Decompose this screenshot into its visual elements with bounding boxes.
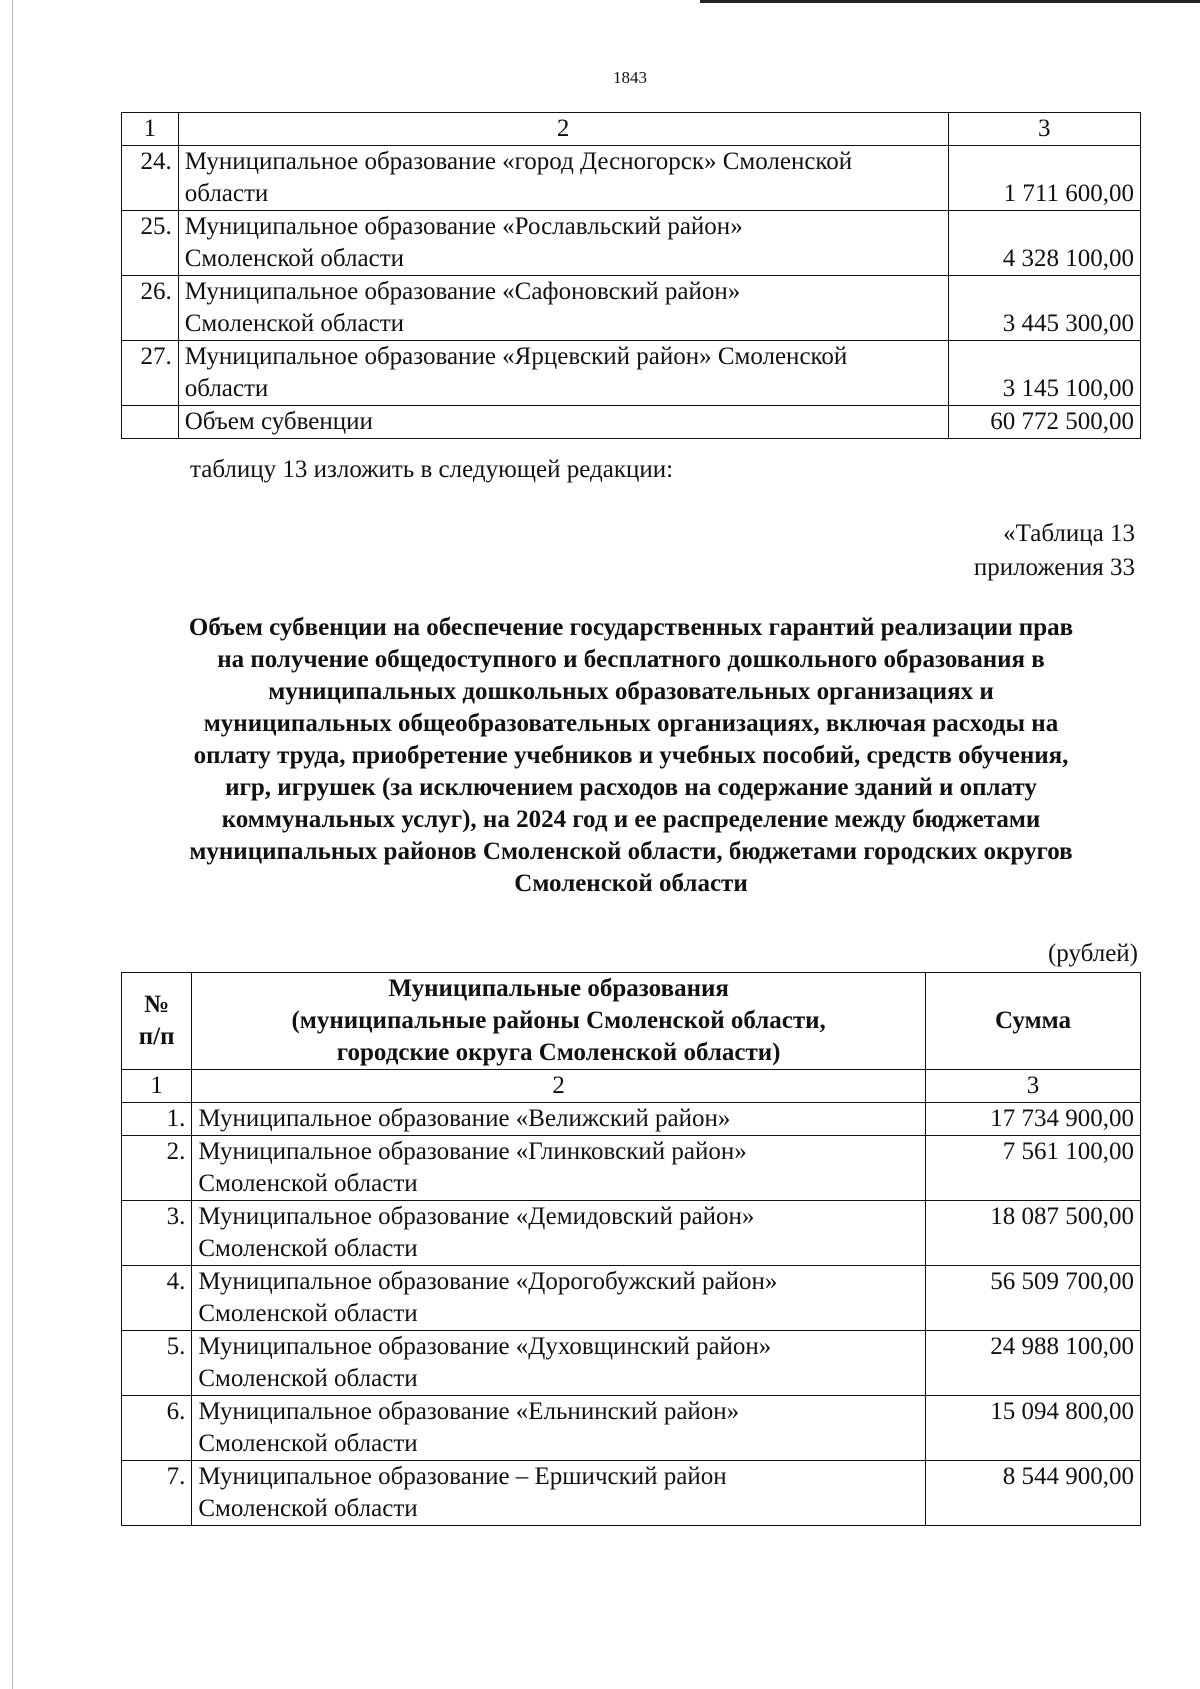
row-number: 5. — [122, 1331, 192, 1396]
row-number: 25. — [122, 211, 179, 276]
table-row — [122, 211, 1141, 276]
amount: 7 561 100,00 — [925, 1136, 1140, 1201]
column-number: 3 — [925, 1070, 1140, 1103]
row-number: 24. — [122, 146, 179, 211]
table-header-row — [122, 973, 1141, 1070]
empty-cell — [122, 406, 179, 439]
table-row — [122, 1103, 1141, 1136]
table-13 — [121, 972, 1141, 1526]
total-amount: 60 772 500,00 — [948, 406, 1140, 439]
scan-edge-line — [700, 0, 1200, 3]
table-row — [122, 1461, 1141, 1526]
municipality-name: Муниципальное образование «Глинковский район» Смоленской области — [192, 1136, 926, 1201]
table-row — [122, 276, 1141, 341]
amount: 24 988 100,00 — [925, 1331, 1140, 1396]
amount: 3 445 300,00 — [948, 276, 1140, 341]
row-number: 6. — [122, 1396, 192, 1461]
amount: 8 544 900,00 — [925, 1461, 1140, 1526]
total-row — [122, 406, 1141, 439]
column-number: 2 — [178, 113, 948, 146]
table-continued — [121, 112, 1141, 439]
page-number: 1843 — [613, 68, 647, 87]
table-caption: «Таблица 13 — [1003, 520, 1135, 547]
amount: 1 711 600,00 — [948, 146, 1140, 211]
table-row — [122, 1136, 1141, 1201]
row-number: 1. — [122, 1103, 192, 1136]
row-number: 27. — [122, 341, 179, 406]
amount: 18 087 500,00 — [925, 1201, 1140, 1266]
row-number: 2. — [122, 1136, 192, 1201]
table-row — [122, 146, 1141, 211]
table-row — [122, 1266, 1141, 1331]
amount: 3 145 100,00 — [948, 341, 1140, 406]
municipality-name: Муниципальное образование «Ельнинский район» Смоленской области — [192, 1396, 926, 1461]
table-row — [122, 1331, 1141, 1396]
municipality-name: Муниципальное образование «город Десногорск» Смоленской области — [178, 146, 948, 211]
column-number: 1 — [122, 1070, 192, 1103]
row-number: 26. — [122, 276, 179, 341]
municipality-name: Муниципальное образование «Духовщинский район» Смоленской области — [192, 1331, 926, 1396]
municipality-name: Муниципальное образование «Демидовский район» Смоленской области — [192, 1201, 926, 1266]
header-municipalities: Муниципальные образования (муниципальные районы Смоленской области, городские округа Смоленской области) — [192, 973, 926, 1070]
amount: 56 509 700,00 — [925, 1266, 1140, 1331]
column-number: 2 — [192, 1070, 926, 1103]
municipality-name: Муниципальное образование – Ершичский район Смоленской области — [192, 1461, 926, 1526]
amount: 17 734 900,00 — [925, 1103, 1140, 1136]
amount: 4 328 100,00 — [948, 211, 1140, 276]
table-row — [122, 1201, 1141, 1266]
document-title: Объем субвенции на обеспечение государственных гарантий реализации прав на получение общедоступного и бесплатного дошкольного образования в муниципальных дошкольных образовательных организациях и муниципальных общеобразовательных организациях, включая расходы на оплату труда, приобретение учебников и учебных пособий, средств обучения, игр, игрушек (за исключением расходов на содержание зданий и оплату коммунальных услуг), на 2024 год и ее распределение между бюджетами муниципальных районов Смоленской области, бюджетами городских округов Смоленской области — [188, 614, 1074, 897]
units-label: (рублей) — [1047, 940, 1138, 967]
table-row — [122, 1396, 1141, 1461]
table-caption-appendix: приложения 33 — [973, 554, 1135, 581]
column-number-row — [122, 1070, 1141, 1103]
municipality-name: Муниципальное образование «Ярцевский район» Смоленской области — [178, 341, 948, 406]
scan-edge-line — [12, 0, 13, 1689]
header-sum: Сумма — [925, 973, 1140, 1070]
total-label: Объем субвенции — [178, 406, 948, 439]
amount: 15 094 800,00 — [925, 1396, 1140, 1461]
column-number: 1 — [122, 113, 179, 146]
municipality-name: Муниципальное образование «Сафоновский район» Смоленской области — [178, 276, 948, 341]
row-number: 3. — [122, 1201, 192, 1266]
table-row — [122, 341, 1141, 406]
instruction-text: таблицу 13 изложить в следующей редакции: — [190, 456, 674, 483]
column-number: 3 — [948, 113, 1140, 146]
municipality-name: Муниципальное образование «Велижский район» — [192, 1103, 926, 1136]
column-number-row — [122, 113, 1141, 146]
row-number: 7. — [122, 1461, 192, 1526]
municipality-name: Муниципальное образование «Рославльский район» Смоленской области — [178, 211, 948, 276]
row-number: 4. — [122, 1266, 192, 1331]
municipality-name: Муниципальное образование «Дорогобужский район» Смоленской области — [192, 1266, 926, 1331]
header-number: № п/п — [122, 973, 192, 1070]
